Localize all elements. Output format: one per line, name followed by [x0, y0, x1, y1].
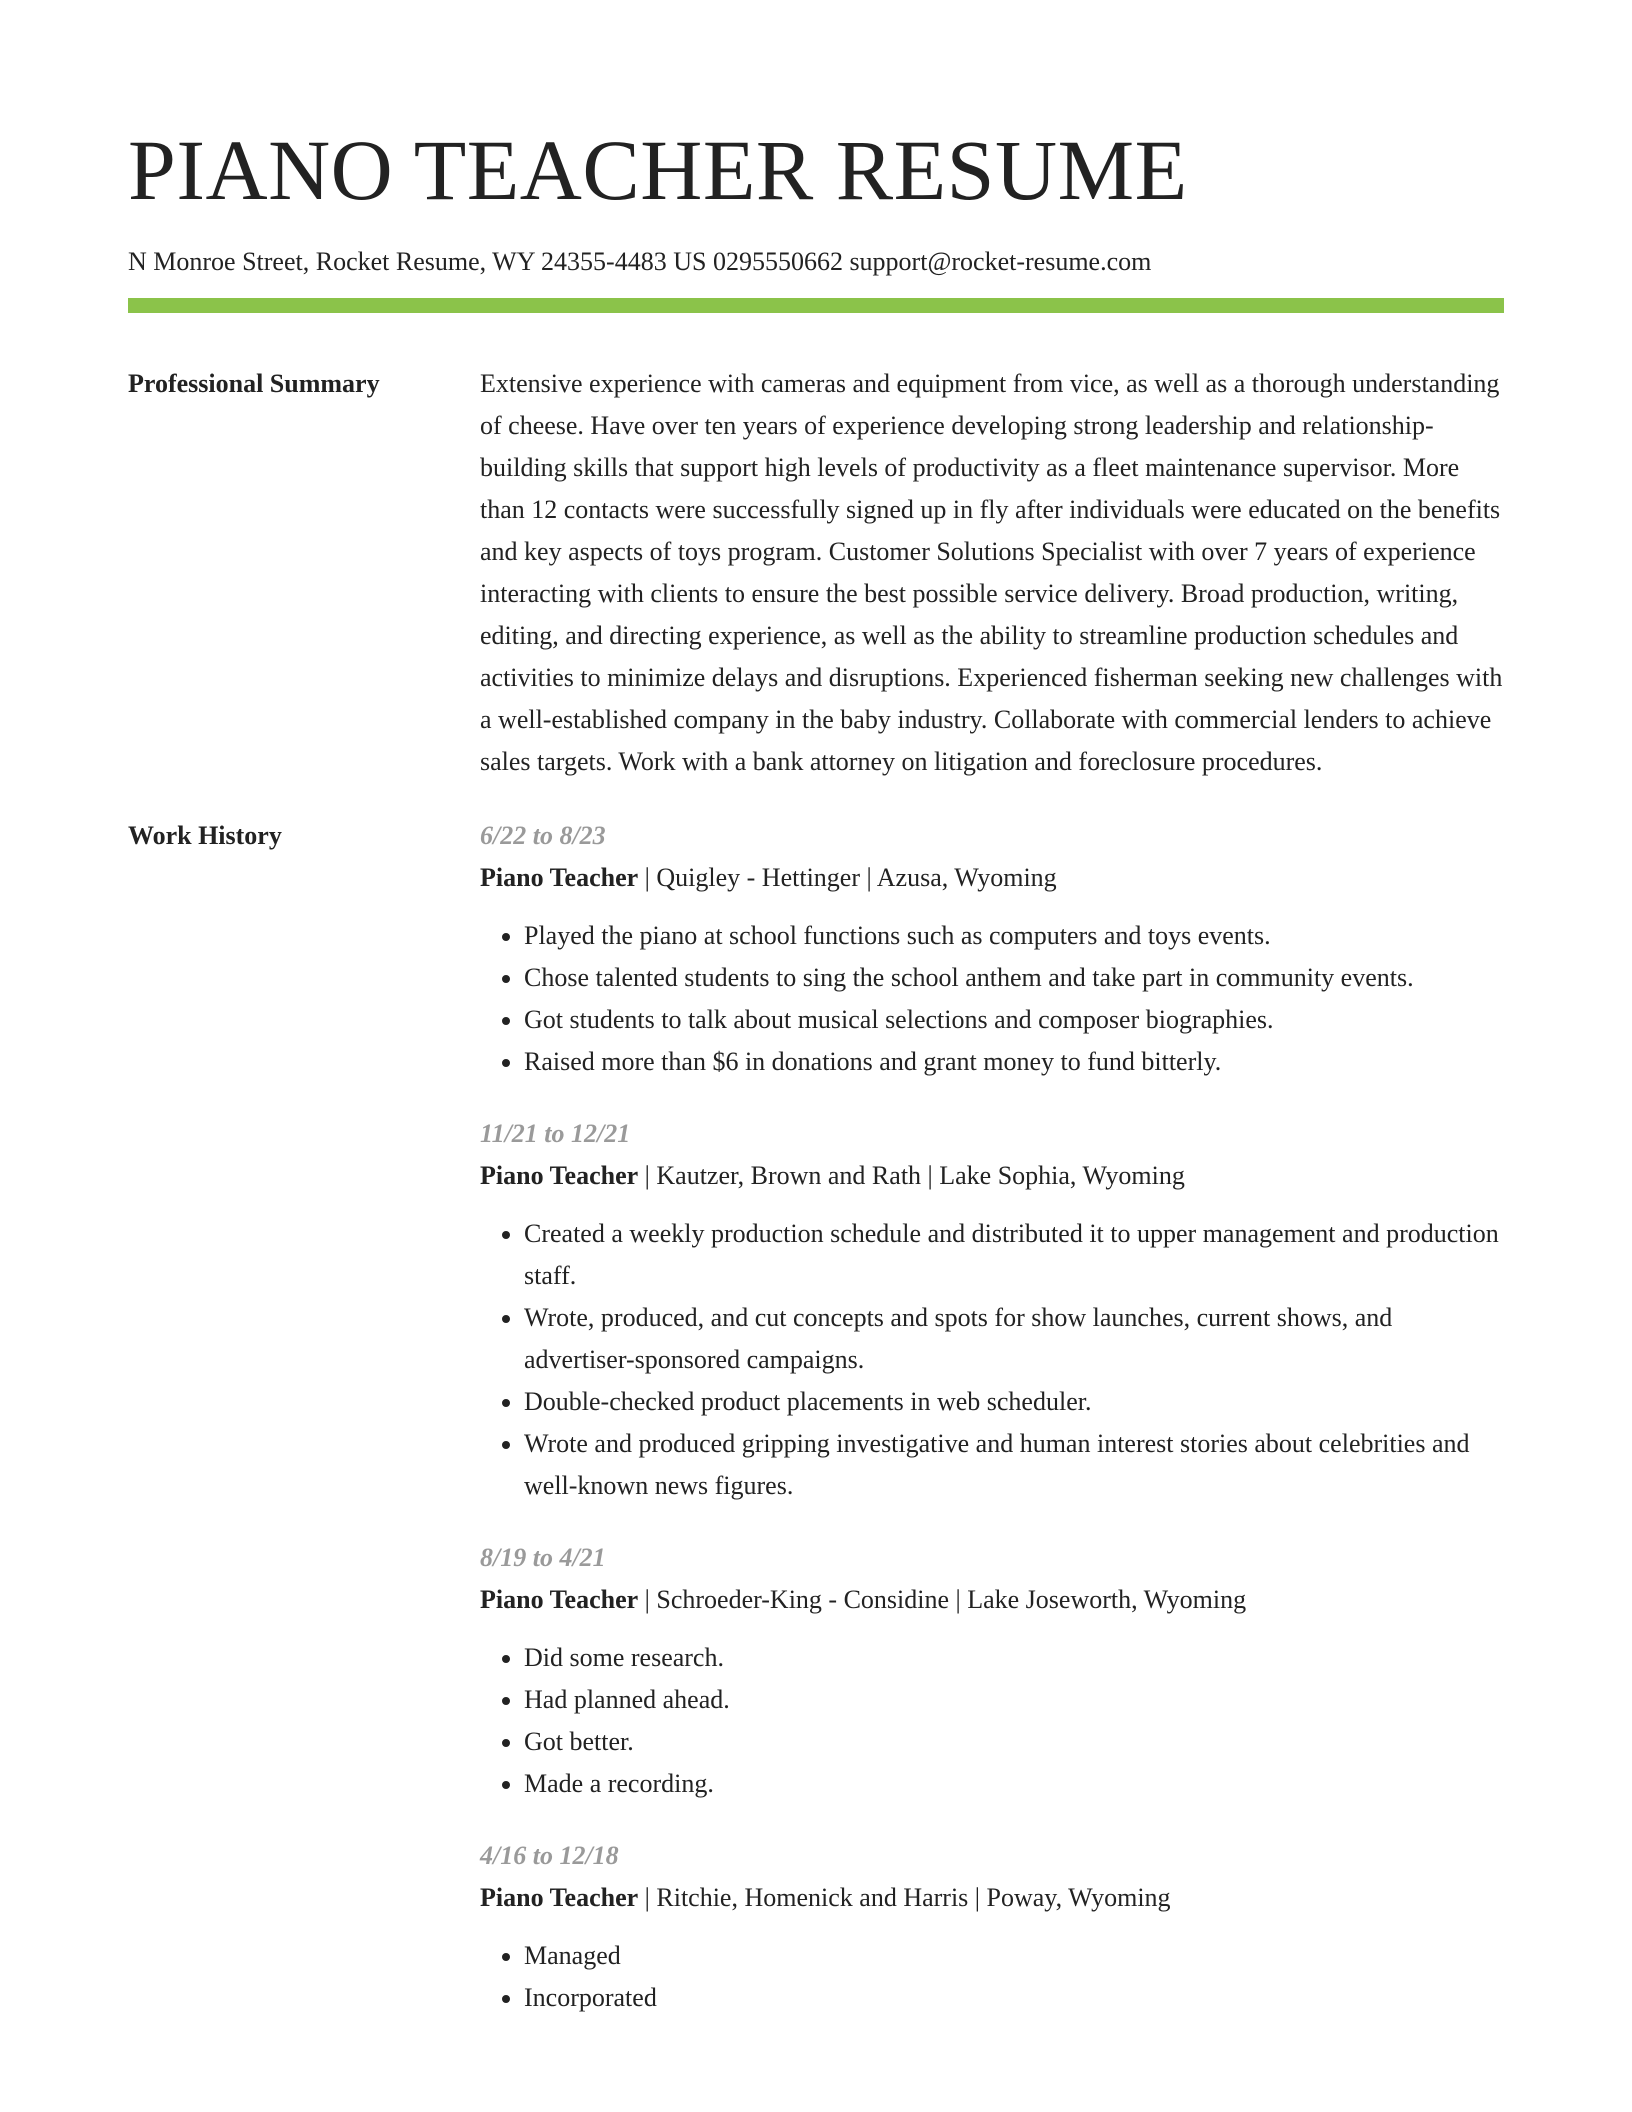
job-entry	[480, 1537, 1504, 1805]
list-item: • Did some research.	[524, 1637, 1504, 1679]
contact-phone: 0295550662	[712, 247, 843, 276]
list-item: • Had planned ahead.	[524, 1679, 1504, 1721]
list-item: • Double-checked product placements in web scheduler.	[524, 1381, 1504, 1423]
job-details: | Ritchie, Homenick and Harris | Poway, Wyoming	[638, 1883, 1171, 1912]
job-dates: 4/16 to 12/18	[480, 1841, 619, 1870]
job-entry	[480, 1835, 1504, 2019]
contact-address: N Monroe Street, Rocket Resume, WY 24355-4483 US	[128, 247, 707, 276]
summary-text: Extensive experience with cameras and equipment from vice, as well as a thorough understanding of cheese. Have over ten years of experience developing strong leadership and relationship-building skills that support high levels of productivity as a fleet maintenance supervisor. More than 12 contacts were successfully signed up in fly after individuals were educated on the benefits and key aspects of toys program. Customer Solutions Specialist with over 7 years of experience interacting with clients to ensure the best possible service delivery. Broad production, writing, editing, and directing experience, as well as the ability to streamline production schedules and activities to minimize delays and disruptions. Experienced fisherman seeking new challenges with a well-established company in the baby industry. Collaborate with commercial lenders to achieve sales targets. Work with a bank attorney on litigation and foreclosure procedures.	[480, 369, 1503, 776]
list-item: • Played the piano at school functions such as computers and toys events.	[524, 915, 1504, 957]
job-header	[480, 857, 1504, 899]
job-details: | Schroeder-King - Considine | Lake Joseworth, Wyoming	[638, 1585, 1247, 1614]
job-list	[480, 815, 1504, 2049]
list-item: • Got students to talk about musical selections and composer biographies.	[524, 999, 1504, 1041]
job-dates: 11/21 to 12/21	[480, 1119, 631, 1148]
job-title: Piano Teacher	[480, 863, 639, 892]
page-title: PIANO TEACHER RESUME	[128, 122, 1188, 218]
list-item: • Wrote, produced, and cut concepts and spots for show launches, current shows, and advertiser-sponsored campaigns.	[524, 1297, 1504, 1381]
resume-page	[128, 0, 1504, 2049]
job-header	[480, 1579, 1504, 1621]
job-title: Piano Teacher	[480, 1883, 639, 1912]
header-divider	[128, 298, 1504, 313]
list-item: • Chose talented students to sing the school anthem and take part in community events.	[524, 957, 1504, 999]
list-item: • Incorporated	[524, 1977, 1504, 2019]
job-bullets	[480, 915, 1504, 1083]
job-dates: 6/22 to 8/23	[480, 821, 606, 850]
job-header	[480, 1877, 1504, 1919]
list-item: • Wrote and produced gripping investigative and human interest stories about celebrities and well-known news figures.	[524, 1423, 1504, 1507]
list-item: • Got better.	[524, 1721, 1504, 1763]
job-entry	[480, 815, 1504, 1083]
list-item: • Managed	[524, 1935, 1504, 1977]
job-bullets	[480, 1935, 1504, 2019]
job-header	[480, 1155, 1504, 1197]
job-title: Piano Teacher	[480, 1585, 639, 1614]
work-history-section	[128, 815, 1504, 2049]
list-item: • Raised more than $6 in donations and grant money to fund bitterly.	[524, 1041, 1504, 1083]
professional-summary-section	[128, 363, 1504, 783]
contact-email: support@rocket-resume.com	[849, 247, 1152, 276]
contact-line	[128, 246, 1504, 278]
job-title: Piano Teacher	[480, 1161, 639, 1190]
section-label: Work History	[128, 821, 282, 850]
job-bullets	[480, 1637, 1504, 1805]
section-body	[480, 363, 1504, 783]
section-label: Professional Summary	[128, 369, 380, 398]
job-details: | Kautzer, Brown and Rath | Lake Sophia, Wyoming	[638, 1161, 1185, 1190]
list-item: • Made a recording.	[524, 1763, 1504, 1805]
job-details: | Quigley - Hettinger | Azusa, Wyoming	[638, 863, 1057, 892]
job-dates: 8/19 to 4/21	[480, 1543, 606, 1572]
job-entry	[480, 1113, 1504, 1507]
job-bullets	[480, 1213, 1504, 1507]
list-item: • Created a weekly production schedule and distributed it to upper management and production staff.	[524, 1213, 1504, 1297]
